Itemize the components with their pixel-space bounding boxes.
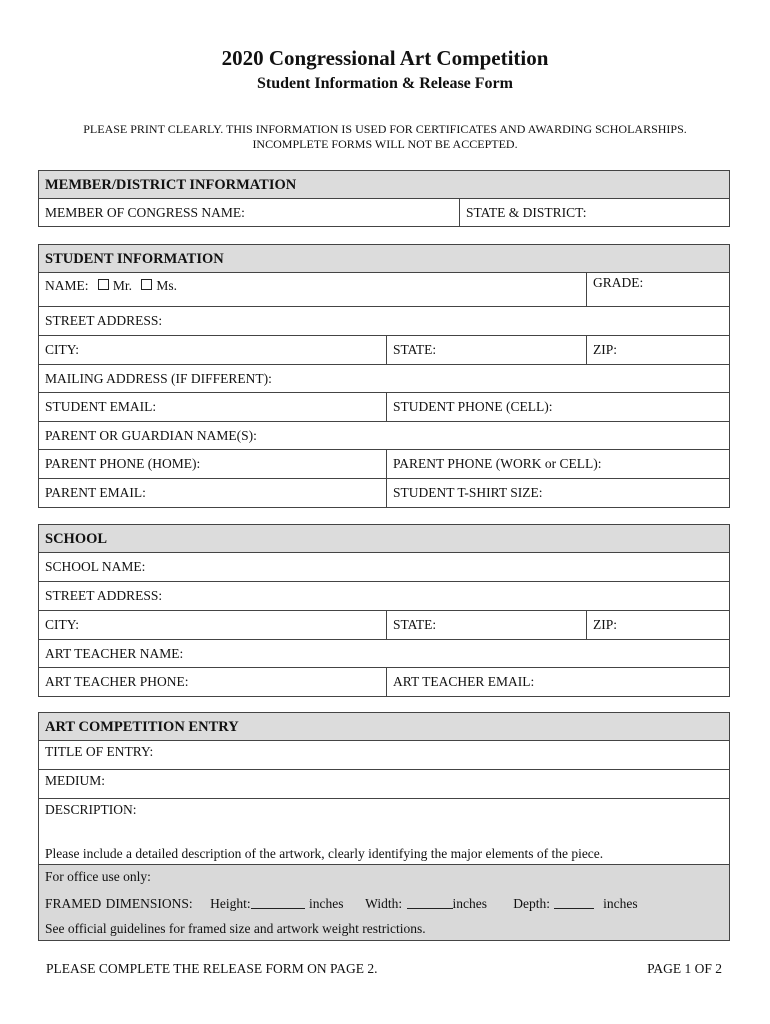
student-zip-field[interactable]: ZIP:: [586, 336, 729, 364]
office-use-label: For office use only:: [45, 869, 151, 884]
student-street-row: [39, 307, 729, 336]
member-district-heading: MEMBER/DISTRICT INFORMATION: [45, 177, 297, 193]
member-row: [39, 199, 729, 227]
student-state-field[interactable]: STATE:: [386, 336, 586, 364]
school-heading-row: [39, 525, 729, 553]
page-number: PAGE 1 OF 2: [647, 961, 722, 976]
instructions-line-2: INCOMPLETE FORMS WILL NOT BE ACCEPTED.: [252, 137, 518, 151]
instructions-note: [40, 122, 730, 152]
member-of-congress-field[interactable]: MEMBER OF CONGRESS NAME:: [45, 205, 245, 220]
form-title: 2020 Congressional Art Competition: [221, 46, 549, 70]
school-city-field[interactable]: CITY:: [45, 617, 80, 632]
student-name-field[interactable]: [39, 273, 586, 306]
student-city-row: [39, 336, 729, 365]
mailing-address-field[interactable]: MAILING ADDRESS (IF DIFFERENT):: [45, 371, 272, 386]
art-teacher-phone-field[interactable]: ART TEACHER PHONE:: [45, 674, 189, 689]
width-unit: inches: [452, 896, 488, 911]
student-phone-field[interactable]: STUDENT PHONE (CELL):: [386, 393, 729, 421]
member-district-heading-row: [39, 171, 729, 199]
guardian-name-field[interactable]: PARENT OR GUARDIAN NAME(S):: [45, 428, 257, 443]
medium-row: [39, 770, 729, 799]
school-section: [38, 524, 730, 697]
grade-field[interactable]: GRADE:: [586, 273, 729, 306]
form-subtitle: Student Information & Release Form: [257, 75, 513, 92]
tshirt-size-field[interactable]: STUDENT T-SHIRT SIZE:: [386, 479, 729, 507]
school-state-field[interactable]: STATE:: [386, 611, 586, 639]
parent-email-field[interactable]: PARENT EMAIL:: [45, 485, 146, 500]
height-blank[interactable]: [251, 908, 305, 909]
medium-field[interactable]: MEDIUM:: [45, 773, 105, 788]
width-label: Width:: [365, 896, 403, 911]
school-street-field[interactable]: STREET ADDRESS:: [45, 588, 163, 603]
student-heading-row: [39, 245, 729, 273]
mailing-row: [39, 365, 729, 393]
student-city-field[interactable]: CITY:: [45, 342, 80, 357]
parent-phone-row: [39, 450, 729, 479]
framed-dimensions-label: FRAMED DIMENSIONS:: [45, 896, 193, 911]
mr-checkbox[interactable]: [98, 279, 109, 290]
art-teacher-email-field[interactable]: ART TEACHER EMAIL:: [386, 668, 729, 696]
entry-heading-row: [39, 713, 729, 741]
guardian-row: [39, 422, 729, 450]
footer-release-note: PLEASE COMPLETE THE RELEASE FORM ON PAGE 2.: [46, 961, 378, 976]
description-row[interactable]: [39, 799, 729, 865]
office-use-box: [39, 865, 729, 941]
depth-blank[interactable]: [554, 908, 594, 909]
school-heading: SCHOOL: [45, 531, 108, 547]
title-of-entry-field[interactable]: TITLE OF ENTRY:: [45, 744, 154, 759]
student-contact-row: [39, 393, 729, 422]
width-blank[interactable]: [407, 908, 453, 909]
description-hint: Please include a detailed description of the artwork, clearly identifying the major elements of the piece.: [45, 846, 604, 861]
state-district-field[interactable]: STATE & DISTRICT:: [459, 199, 729, 226]
ms-checkbox[interactable]: [141, 279, 152, 290]
student-heading: STUDENT INFORMATION: [45, 251, 224, 267]
school-street-row: [39, 582, 729, 611]
depth-unit: inches: [603, 896, 638, 911]
entry-heading: ART COMPETITION ENTRY: [45, 719, 239, 735]
height-unit: inches: [309, 896, 344, 911]
ms-label: Ms.: [156, 278, 178, 293]
parent-home-phone-field[interactable]: PARENT PHONE (HOME):: [45, 456, 201, 471]
framed-dimensions-line: [45, 896, 729, 911]
school-name-field[interactable]: SCHOOL NAME:: [45, 559, 146, 574]
instructions-line-1: PLEASE PRINT CLEARLY. THIS INFORMATION IS USED FOR CERTIFICATES AND AWARDING SCHOLARSHIPS.: [83, 122, 687, 136]
depth-label: Depth:: [513, 896, 551, 911]
school-city-row: [39, 611, 729, 640]
guidelines-note: See official guidelines for framed size and artwork weight restrictions.: [45, 921, 426, 936]
mr-label: Mr.: [112, 278, 133, 293]
description-label: DESCRIPTION:: [45, 802, 137, 817]
entry-title-row: [39, 741, 729, 770]
student-email-field[interactable]: STUDENT EMAIL:: [45, 399, 157, 414]
parent-work-phone-field[interactable]: PARENT PHONE (WORK or CELL):: [386, 450, 729, 478]
art-entry-section: [38, 712, 730, 941]
student-street-field[interactable]: STREET ADDRESS:: [45, 313, 163, 328]
student-information-section: [38, 244, 730, 508]
teacher-contact-row: [39, 668, 729, 697]
height-label: Height:: [210, 896, 251, 911]
school-zip-field[interactable]: ZIP:: [586, 611, 729, 639]
teacher-name-row: [39, 640, 729, 668]
student-name-label: NAME:: [45, 278, 89, 293]
parent-email-row: [39, 479, 729, 508]
student-name-row: [39, 273, 729, 307]
member-district-section: [38, 170, 730, 227]
art-teacher-name-field[interactable]: ART TEACHER NAME:: [45, 646, 184, 661]
school-name-row: [39, 553, 729, 582]
